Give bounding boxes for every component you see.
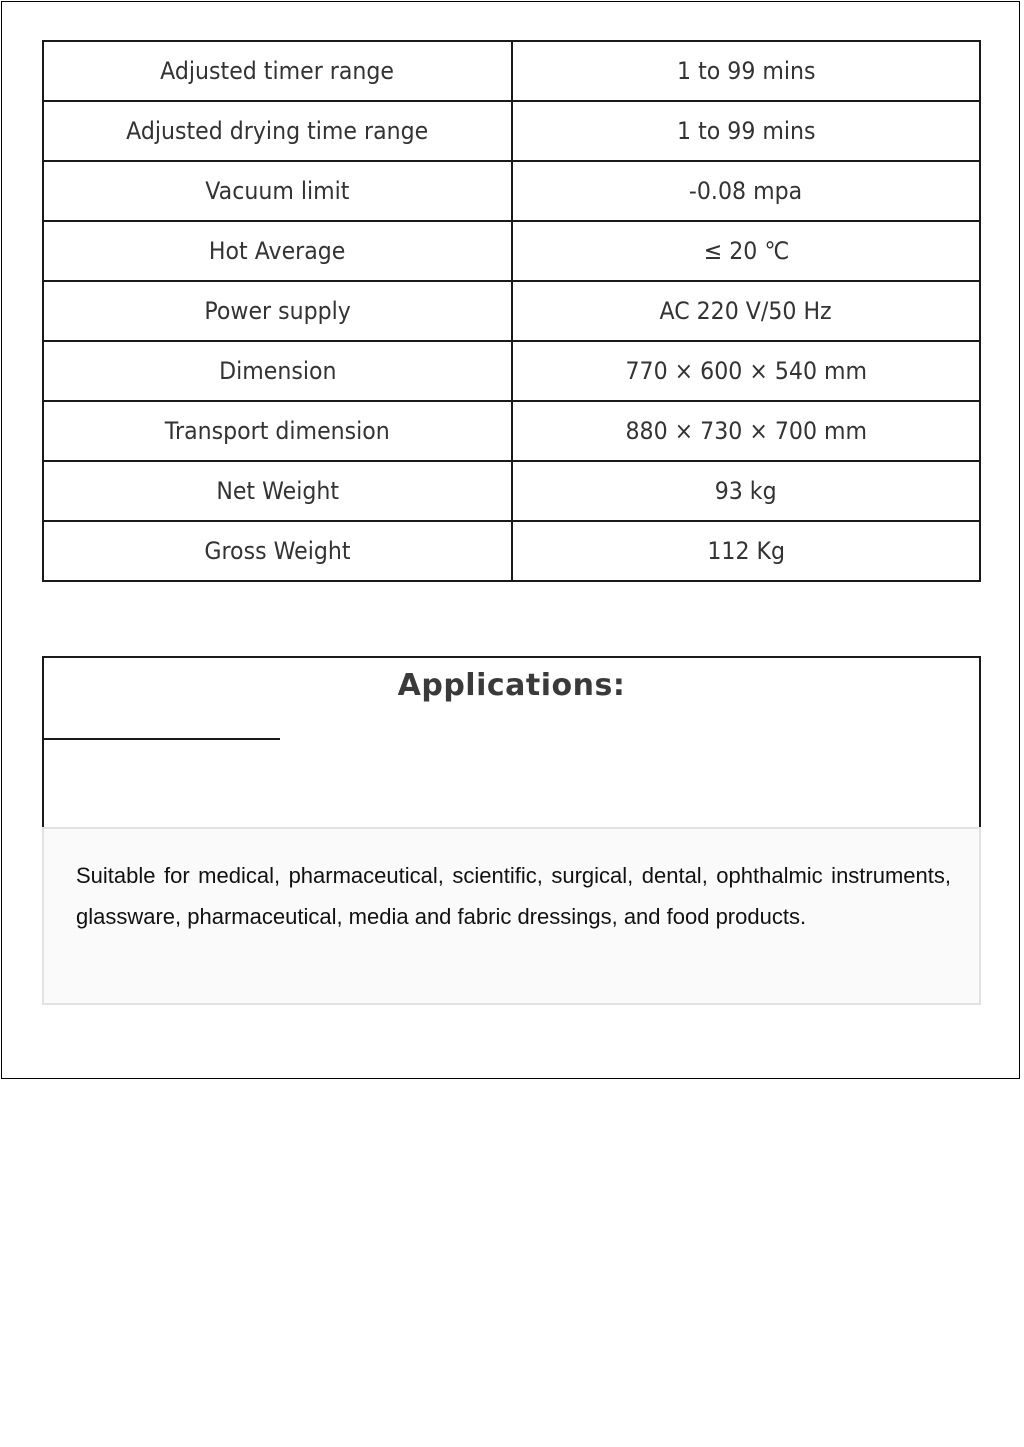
spec-label-cell: [43, 221, 512, 281]
spec-label: Power supply: [204, 297, 351, 325]
applications-section: [42, 656, 981, 1006]
spec-value: AC 220 V/50 Hz: [659, 297, 833, 325]
spec-value: 93 kg: [715, 477, 777, 505]
divider: [44, 738, 280, 740]
spec-label: Adjusted timer range: [160, 57, 395, 85]
spec-value-cell: [512, 161, 980, 221]
spec-label: Dimension: [218, 357, 337, 385]
spec-value: 770 × 600 × 540 mm: [625, 357, 867, 385]
spec-value-cell: [512, 101, 980, 161]
table-row: [43, 41, 980, 101]
spec-label-cell: [43, 341, 512, 401]
spec-label-cell: [43, 461, 512, 521]
table-row: [43, 341, 980, 401]
spec-value: 1 to 99 mins: [676, 117, 816, 145]
table-row: [43, 101, 980, 161]
spec-label-cell: [43, 41, 512, 101]
spec-label: Vacuum limit: [205, 177, 350, 205]
specifications-table: [42, 40, 981, 582]
spec-label: Hot Average: [209, 237, 346, 265]
spec-label-cell: [43, 161, 512, 221]
spec-label: Transport dimension: [164, 417, 390, 445]
table-row: [43, 521, 980, 581]
spec-value-cell: [512, 521, 980, 581]
spec-label-cell: [43, 401, 512, 461]
spec-value-cell: [512, 41, 980, 101]
table-row: [43, 161, 980, 221]
applications-text: Suitable for medical, pharmaceutical, scientific, surgical, dental, ophthalmic instruments, glassware, pharmaceutical, media and fabric dressings, and food products.: [76, 863, 951, 929]
spec-value-cell: [512, 281, 980, 341]
spec-label: Net Weight: [216, 477, 339, 505]
applications-title: Applications:: [397, 668, 626, 703]
spec-label-cell: [43, 281, 512, 341]
spec-value: ≤ 20 ℃: [703, 237, 789, 265]
table-row: [43, 221, 980, 281]
spec-value-cell: [512, 461, 980, 521]
applications-body: [42, 827, 981, 1005]
spec-value: 112 Kg: [707, 537, 785, 565]
spec-label: Adjusted drying time range: [126, 117, 429, 145]
table-row: [43, 401, 980, 461]
spec-value: -0.08 mpa: [689, 177, 803, 205]
spec-label-cell: [43, 101, 512, 161]
spec-value: 1 to 99 mins: [676, 57, 816, 85]
spec-label: Gross Weight: [204, 537, 351, 565]
spec-value-cell: [512, 401, 980, 461]
spec-value-cell: [512, 341, 980, 401]
table-row: [43, 461, 980, 521]
spec-value: 880 × 730 × 700 mm: [625, 417, 867, 445]
spec-value-cell: [512, 221, 980, 281]
spec-label-cell: [43, 521, 512, 581]
applications-header: [42, 656, 981, 828]
table-row: [43, 281, 980, 341]
